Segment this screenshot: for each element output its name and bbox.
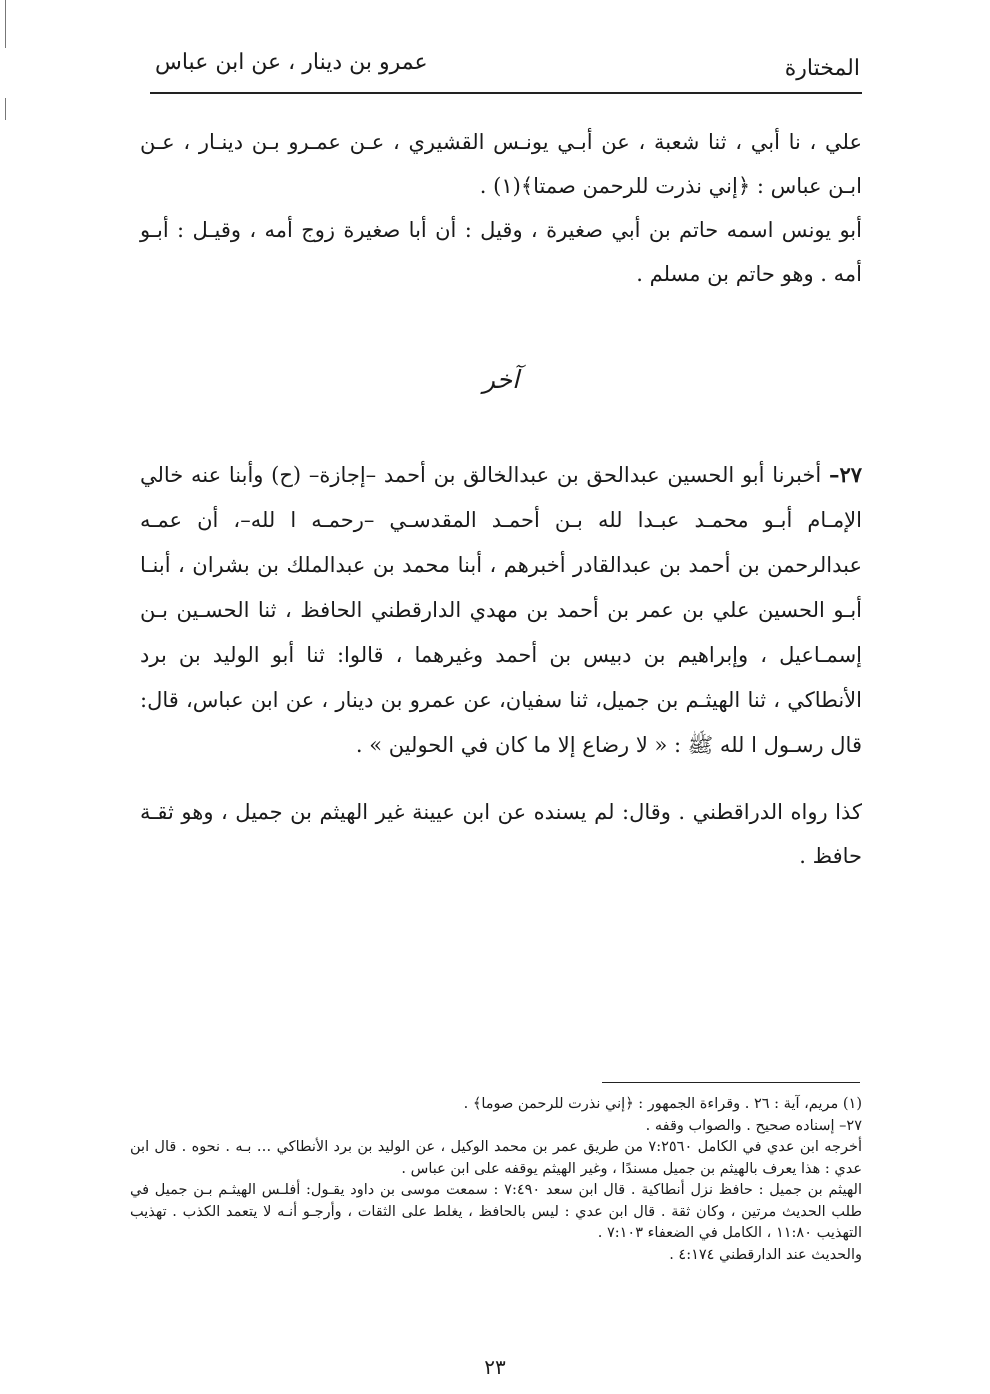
scan-edge-mark xyxy=(5,98,6,120)
scan-edge-mark xyxy=(5,0,6,48)
hadith-paragraph xyxy=(140,452,862,768)
footnote-1: (١) مريم، آية : ٢٦ . وقراءة الجمهور : ﴿إني نذرت للرحمن صوما﴾ . xyxy=(463,1096,862,1112)
paragraph-commentary: كذا رواه الدراقطني . وقال: لم يسنده عن ابن عيينة غير الهيثم بن جميل ، وهو ثقـة حافظ . xyxy=(140,800,862,868)
hadith-number: ٢٧– xyxy=(828,462,862,487)
footnotes xyxy=(130,1094,862,1266)
footnote-takhrij: أخرجه ابن عدي في الكامل ٧:٢٥٦٠ من طريق عمر بن محمد الوكيل ، عن الوليد بن برد الأنطاكي … بـه . نحوه . قال ابن عدي : هذا يعرف بالهيثم بن جميل مسندًا ، وغير الهيثم يوقفه على ابن عباس . xyxy=(130,1139,862,1177)
footnote-27: ٢٧– إسناده صحيح . والصواب وقفه . xyxy=(645,1117,862,1134)
section-title: آخر xyxy=(482,365,520,394)
page-number: ٢٣ xyxy=(484,1355,506,1379)
paragraph-continuation: علي ، نا أبي ، ثنا شعبة ، عن أبـي يونـس القشيري ، عـن عمـرو بـن دينـار ، عـن ابـن عباس : ﴿إني نذرت للرحمن صمتا﴾(١) . xyxy=(140,130,862,198)
hadith-text: أخبرنا أبو الحسين عبدالحق بن عبدالخالق بن أحمد –إجازة– (ح) وأبنا عنه خالي الإمـام أبـو محمـد عبـدا لله بـن أحمـد المقدسـي –رحمـه ا لله–، أن عمـه عبدالرحمن بن أحمد بن عبدالقادر أخبرهم ، أبنا محمد بن عبدالملك بن بشران ، أبنـا أبـو الحسين علي بن عمر بن أحمد بن مهدي الدارقطني الحافظ ، ثنا الحسـين بـن إسمـاعيل ، وإبراهيم بن دبيس بن أحمد وغيرهما ، قالوا: ثنا أبو الوليد بن برد الأنطاكي ، ثنا الهيثـم بن جميل، ثنا سفيان، عن عمرو بن دينار ، عن ابن عباس، قال: قال رسـول ا لله ﷺ : « لا رضاع إلا ما كان في الحولين » . xyxy=(140,463,862,757)
header-rule xyxy=(150,92,862,94)
paragraph-narrator-note: أبو يونس اسمه حاتم بن أبي صغيرة ، وقيل : أن أبا صغيرة زوج أمه ، وقيـل : أبـو أمه . وهو حاتم بن مسلم . xyxy=(140,218,862,286)
book-title: المختارة xyxy=(784,56,860,81)
running-header xyxy=(150,50,862,88)
chapter-title: عمرو بن دينار ، عن ابن عباس xyxy=(155,50,428,75)
footnote-narrator: الهيثم بن جميل : حافظ نزل أنطاكية . قال ابن سعد ٧:٤٩٠ : سمعت موسى بن داود يقـول: أفلـس الهيثـم بـن جميل في طلب الحديث مرتين ، وكان ثقة . قال ابن عدي : ليس بالحافظ ، يغلط على الثقات ، وأرجـو أنـه لا يتعمد الكذب . تهذيب التهذيب ١١:٨٠ ، الكامل في الضعفاء ٧:١٠٣ . xyxy=(130,1182,862,1241)
footnote-reference: والحديث عند الدارقطني ٤:١٧٤ . xyxy=(669,1246,862,1263)
footnote-rule xyxy=(602,1082,860,1083)
